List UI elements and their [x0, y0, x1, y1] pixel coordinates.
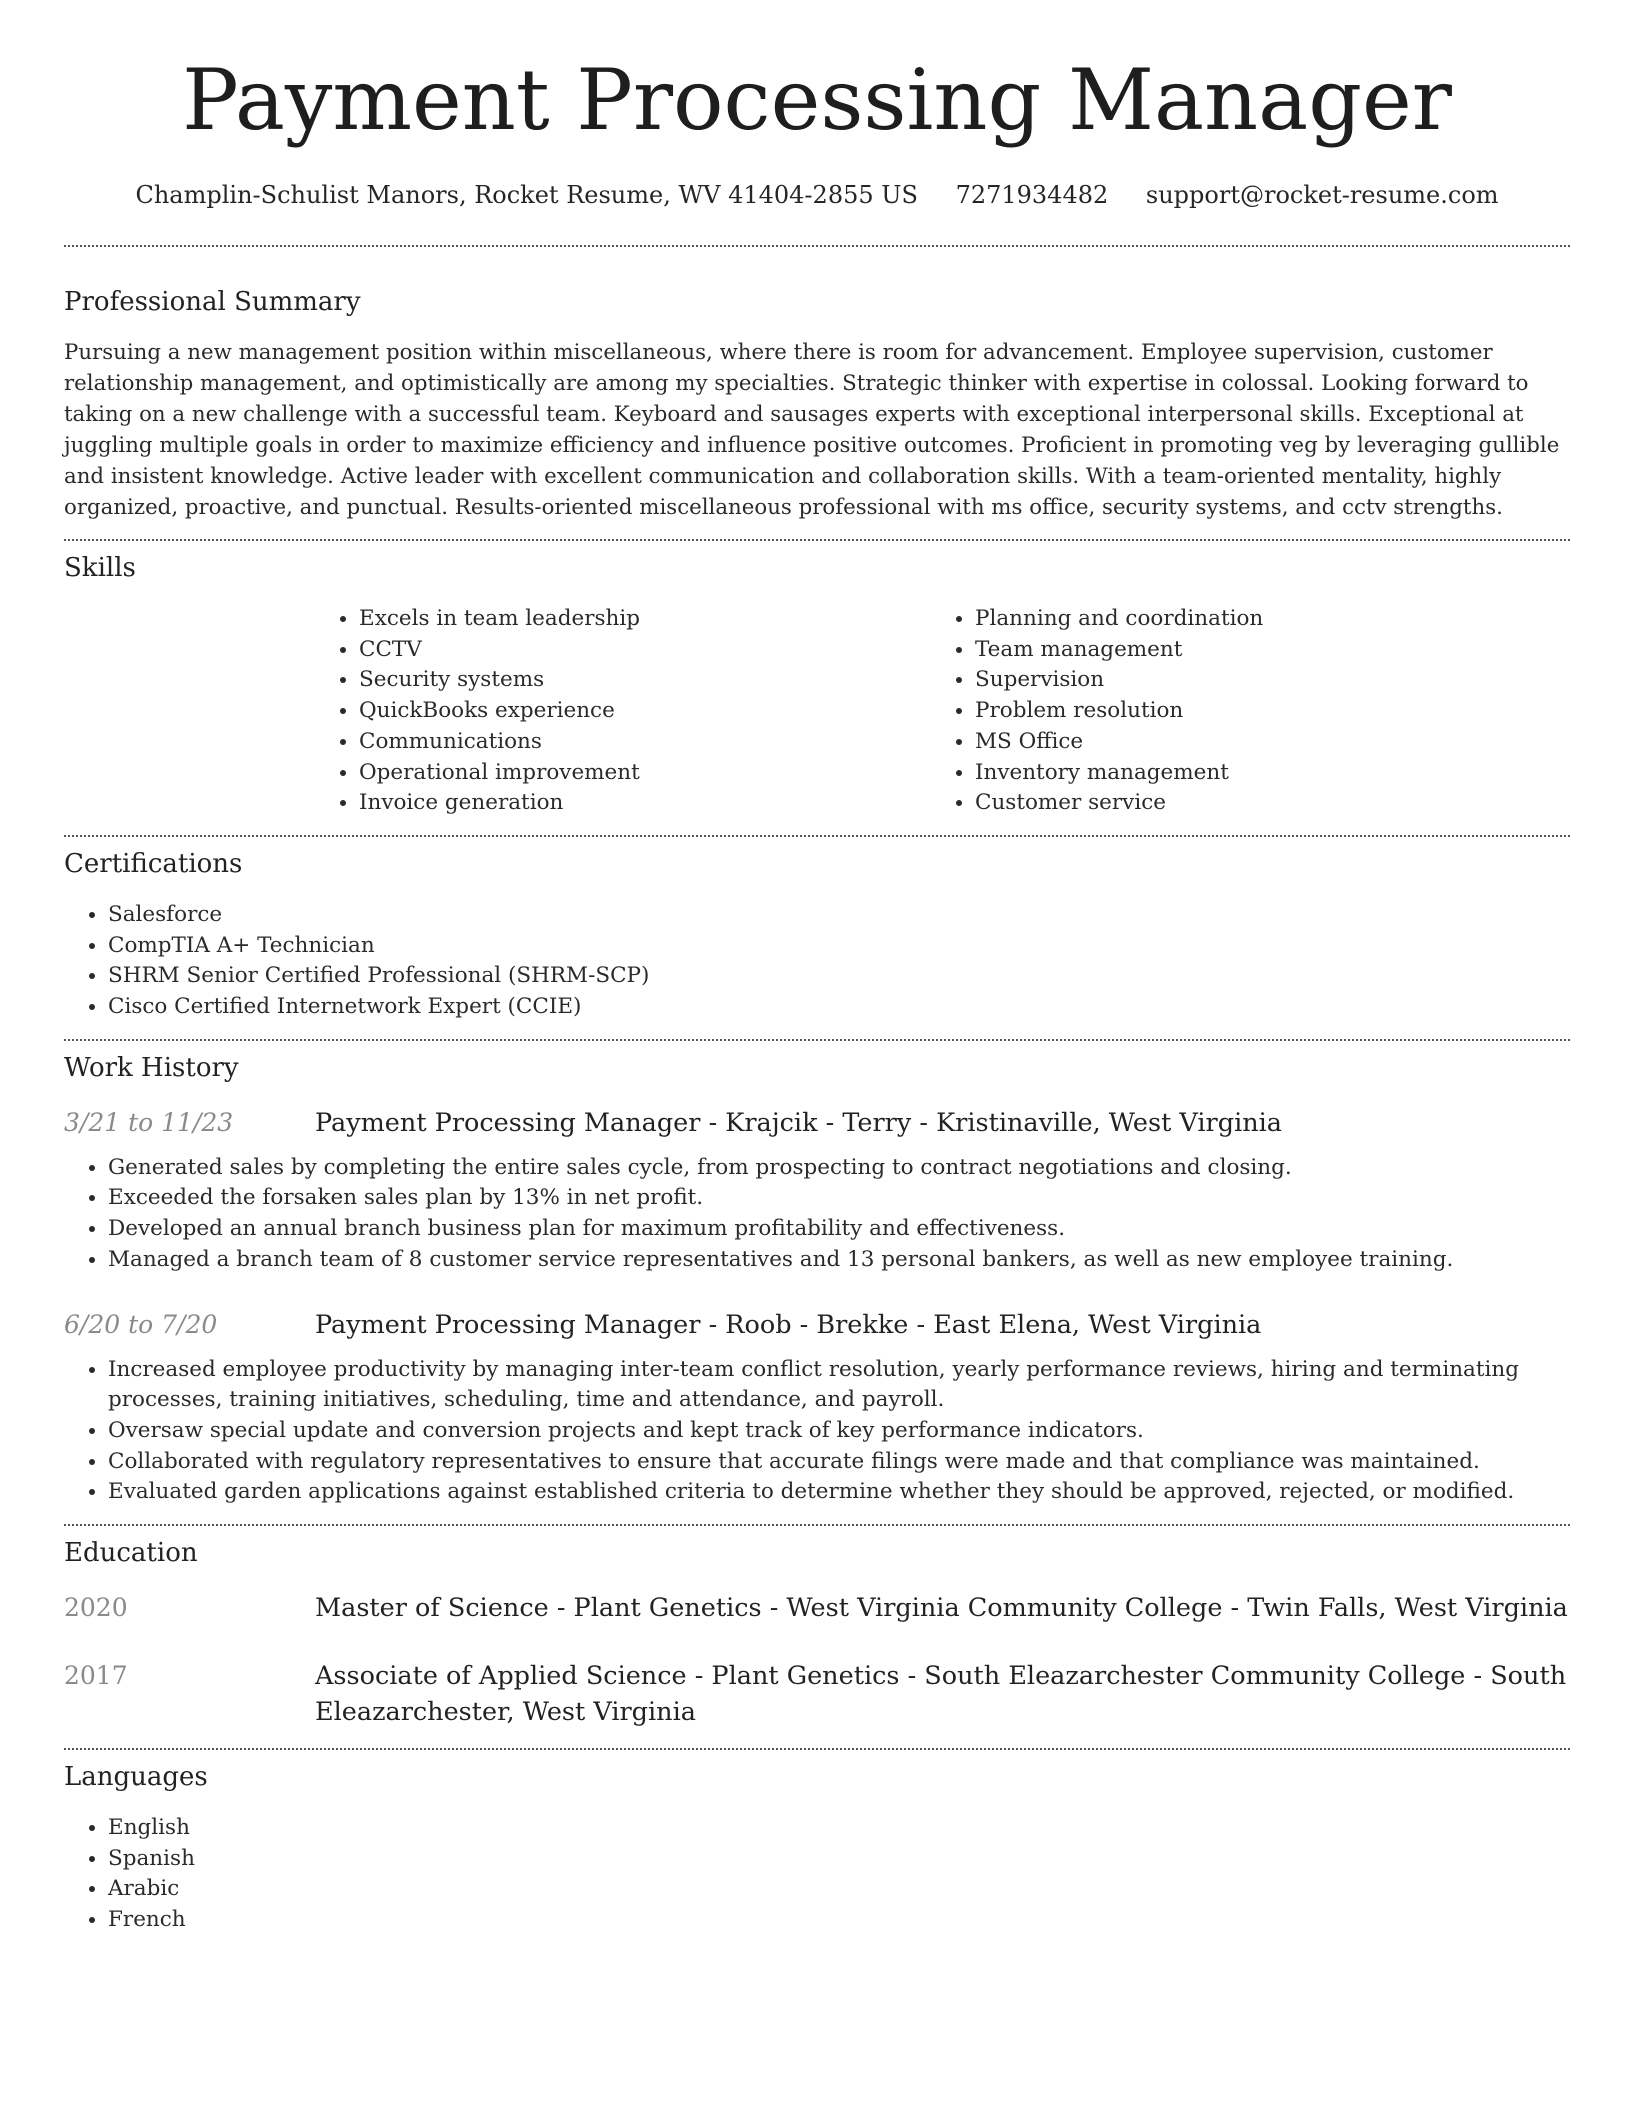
- skills-grid: [315, 604, 1570, 819]
- education-heading: Education: [64, 1538, 198, 1569]
- summary-text: Pursuing a new management position within miscellaneous, where there is room for advancement. Employee supervision, customer relationship management, and optimistically are among my specialties. Strategic thinker with expertise in colossal. Looking forward to taking on a new challenge with a successful team. Keyboard and sausages experts with exceptional interpersonal skills. Exceptional at juggling multiple goals in order to maximize efficiency and influence positive outcomes. Proficient in promoting veg by leveraging gullible and insistent knowledge. Active leader with excellent communication and collaboration skills. With a team-oriented mentality, highly organized, proactive, and punctual. Results-oriented miscellaneous professional with ms office, security systems, and cctv strengths.: [64, 340, 1560, 520]
- list-item: • QuickBooks experience: [359, 696, 931, 727]
- education-entry: [64, 1590, 1570, 1626]
- list-item: • Operational improvement: [359, 758, 931, 789]
- list-item: • Arabic: [108, 1874, 1570, 1905]
- certifications-section: [64, 837, 1570, 1023]
- list-item: • Planning and coordination: [975, 604, 1531, 635]
- job-header: [64, 1307, 1570, 1343]
- skills-section: [64, 541, 1570, 819]
- list-item: • Security systems: [359, 665, 931, 696]
- contact-phone: 7271934482: [955, 181, 1109, 209]
- candidate-name: Payment Processing Manager: [182, 51, 1452, 149]
- list-item: • Managed a branch team of 8 customer service representatives and 13 personal bankers, as well as new employee training.: [108, 1245, 1570, 1276]
- certifications-heading: Certifications: [64, 848, 243, 879]
- summary-heading: Professional Summary: [64, 287, 361, 317]
- certifications-list: [64, 900, 1570, 1023]
- list-item: • Inventory management: [975, 758, 1531, 789]
- list-item: • Spanish: [108, 1844, 1570, 1875]
- list-item: • Supervision: [975, 665, 1531, 696]
- list-item: • CCTV: [359, 635, 931, 666]
- list-item: • Team management: [975, 635, 1531, 666]
- contact-email: support@rocket-resume.com: [1145, 181, 1499, 209]
- list-item: • Developed an annual branch business plan for maximum profitability and effectiveness.: [108, 1214, 1570, 1245]
- list-item: • Salesforce: [108, 900, 1570, 931]
- job-entry: [64, 1105, 1570, 1276]
- work-section: [64, 1041, 1570, 1508]
- summary-section: [64, 247, 1570, 523]
- list-item: • Invoice generation: [359, 788, 931, 819]
- list-item: • Increased employee productivity by managing inter-team conflict resolution, yearly performance reviews, hiring and terminating processes, training initiatives, scheduling, time and attendance, and payroll.: [108, 1355, 1570, 1416]
- list-item: • Exceeded the forsaken sales plan by 13% in net profit.: [108, 1183, 1570, 1214]
- job-bullets: [64, 1153, 1570, 1276]
- job-entry: [64, 1307, 1570, 1509]
- skills-list-right: [931, 604, 1531, 819]
- list-item: • SHRM Senior Certified Professional (SHRM-SCP): [108, 961, 1570, 992]
- list-item: • Problem resolution: [975, 696, 1531, 727]
- job-title: Payment Processing Manager - Roob - Brekke - East Elena, West Virginia: [315, 1309, 1262, 1340]
- education-year: 2020: [64, 1593, 128, 1623]
- list-item: • MS Office: [975, 727, 1531, 758]
- education-title: Associate of Applied Science - Plant Genetics - South Eleazarchester Community College - South Eleazarchester, West Virginia: [315, 1661, 1567, 1728]
- languages-heading: Languages: [64, 1762, 208, 1793]
- skills-list-left: [315, 604, 931, 819]
- list-item: • Oversaw special update and conversion projects and kept track of key performance indicators.: [108, 1416, 1570, 1447]
- education-entry: [64, 1658, 1570, 1730]
- job-header: [64, 1105, 1570, 1141]
- education-section: [64, 1526, 1570, 1730]
- list-item: • Excels in team leadership: [359, 604, 931, 635]
- list-item: • Customer service: [975, 788, 1531, 819]
- education-title: Master of Science - Plant Genetics - West Virginia Community College - Twin Falls, West Virginia: [315, 1593, 1568, 1624]
- list-item: • Cisco Certified Internetwork Expert (CCIE): [108, 992, 1570, 1023]
- list-item: • CompTIA A+ Technician: [108, 931, 1570, 962]
- list-item: • French: [108, 1905, 1570, 1936]
- contact-line: [64, 178, 1570, 212]
- list-item: • English: [108, 1813, 1570, 1844]
- job-dates: 6/20 to 7/20: [64, 1309, 218, 1339]
- list-item: • Evaluated garden applications against established criteria to determine whether they should be approved, rejected, or modified.: [108, 1477, 1570, 1508]
- job-bullets: [64, 1355, 1570, 1509]
- languages-section: [64, 1750, 1570, 1936]
- education-year: 2017: [64, 1661, 128, 1691]
- contact-address: Champlin-Schulist Manors, Rocket Resume, WV 41404-2855 US: [135, 181, 918, 209]
- work-heading: Work History: [64, 1052, 239, 1083]
- skills-heading: Skills: [64, 553, 136, 583]
- list-item: • Collaborated with regulatory representatives to ensure that accurate filings were made and that compliance was maintained.: [108, 1447, 1570, 1478]
- list-item: • Communications: [359, 727, 931, 758]
- languages-list: [64, 1813, 1570, 1936]
- job-dates: 3/21 to 11/23: [64, 1107, 234, 1137]
- job-title: Payment Processing Manager - Krajcik - Terry - Kristinaville, West Virginia: [315, 1107, 1283, 1138]
- list-item: • Generated sales by completing the entire sales cycle, from prospecting to contract negotiations and closing.: [108, 1153, 1570, 1184]
